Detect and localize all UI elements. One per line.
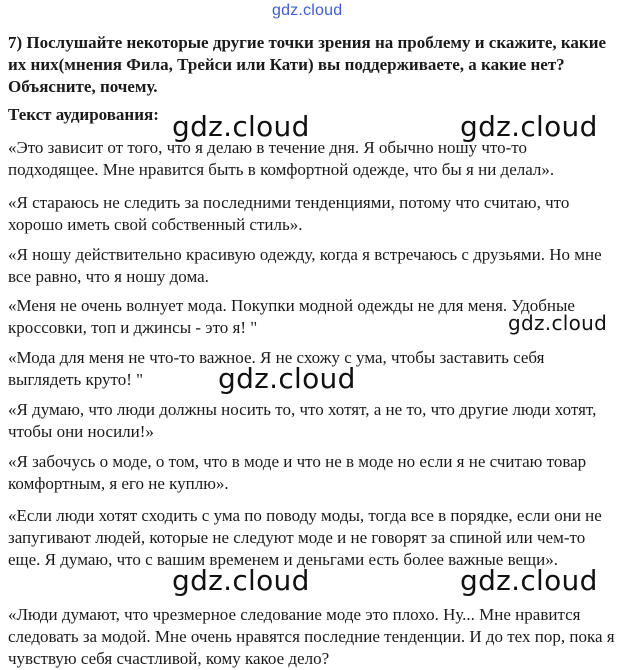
watermark-3: gdz.cloud — [508, 311, 608, 335]
paragraph-5: «Мода для меня не что-то важное. Я не схожу с ума, чтобы заставить себя выглядеть круто! " — [8, 348, 545, 389]
watermark-5: gdz.cloud — [172, 564, 310, 597]
paragraph-9: «Люди думают, что чрезмерное следование моде это плохо. Ну... Мне нравится следовать за модой. Мне очень нравятся последние тенденции. И до тех пор, пока я чувствую себя счастливой, кому какое дело? — [8, 605, 615, 668]
section-title: Текст аудирования: — [8, 105, 159, 124]
paragraph-6: «Я думаю, что люди должны носить то, что хотят, а не то, что другие люди хотят, чтобы они носили!» — [8, 400, 597, 441]
paragraph-8: «Если люди хотят сходить с ума по поводу моды, тогда все в порядке, если они не запугивают людей, которые не следуют моде и не говорят за спиной или чем-то еще. Я думаю, что с вашим временем и деньгами есть более важные вещи». — [8, 506, 602, 569]
paragraph-4: «Меня не очень волнует мода. Покупки модной одежды не для меня. Удобные кроссовки, топ и джинсы - это я! " — [8, 296, 575, 337]
watermark-2: gdz.cloud — [460, 110, 598, 143]
task-heading: 7) Послушайте некоторые другие точки зрения на проблему и скажите, какие их них(мнения Фила, Трейси или Кати) вы поддерживаете, а какие нет? Объясните, почему. — [8, 33, 607, 96]
paragraph-1: «Это зависит от того, что я делаю в течение дня. Я обычно ношу что-то подходящее. Мне нравится быть в комфортной одежде, что бы я ни делал». — [8, 138, 555, 179]
paragraph-2: «Я стараюсь не следить за последними тенденциями, потому что считаю, что хорошо иметь свой собственный стиль». — [8, 193, 570, 234]
paragraph-7: «Я забочусь о моде, о том, что в моде и что не в моде но если я не считаю товар комфортным, я его не куплю». — [8, 452, 587, 493]
paragraph-3: «Я ношу действительно красивую одежду, когда я встречаюсь с друзьями. Но мне все равно, что я ношу дома. — [8, 245, 602, 286]
watermark-6: gdz.cloud — [460, 564, 598, 597]
watermark-1: gdz.cloud — [172, 110, 310, 143]
watermark-4: gdz.cloud — [218, 362, 356, 395]
site-watermark-top: gdz.cloud — [272, 2, 343, 19]
